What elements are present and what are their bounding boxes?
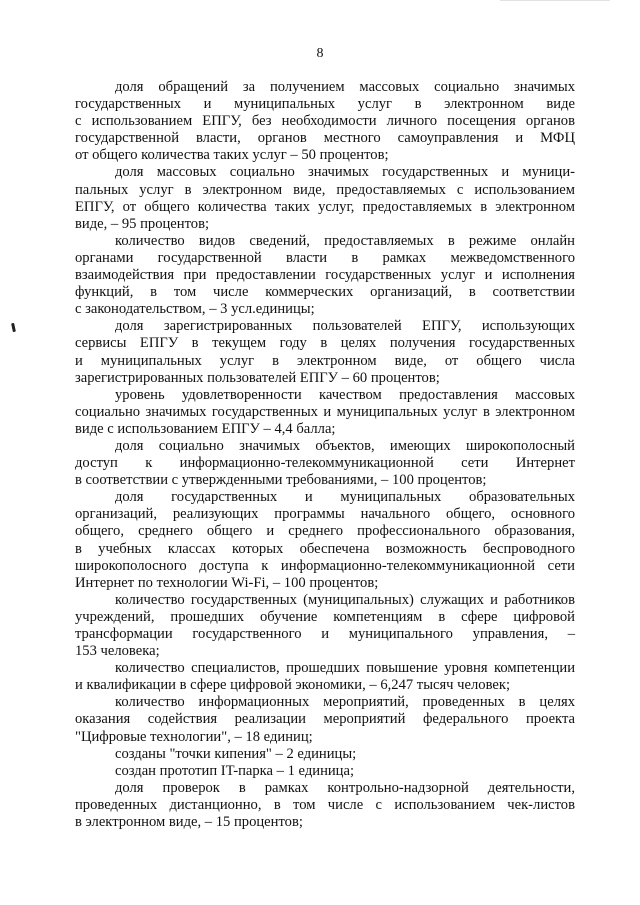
paragraph-line: государственной власти, органов местного самоуправления и МФЦ: [75, 130, 575, 147]
paragraph-line: и квалификации в сфере цифровой экономики, – 6,247 тысяч человек;: [75, 677, 510, 694]
paragraph-line: доля государственных и муниципальных образовательных: [115, 489, 575, 506]
paragraph-line: органами государственной власти в рамках межведомственного: [75, 249, 575, 266]
scan-artifact-top: [500, 0, 610, 6]
paragraph-line: с использованием ЕПГУ, без необходимости личного посещения органов: [75, 113, 575, 130]
paragraph-line: проведенных дистанционно, в том числе с использованием чек-листов: [75, 796, 575, 813]
paragraph-line: доля массовых социально значимых государственных и муници-: [115, 164, 575, 181]
paragraph-line: пальных услуг в электронном виде, предоставляемых с использованием: [75, 181, 575, 198]
paragraph-line: доступ к информационно-телекоммуникационной сети Интернет: [75, 455, 575, 472]
paragraph-line: функций, в том числе коммерческих организаций, в соответствии: [75, 284, 575, 301]
paragraph: [75, 387, 575, 438]
paragraph-line: "Цифровые технологии", – 18 единиц;: [75, 728, 313, 745]
paragraph-line: от общего количества таких услуг – 50 процентов;: [75, 147, 389, 164]
paragraph-line: социально значимых государственных и муниципальных услуг в электронном: [75, 403, 575, 420]
paragraph: [75, 79, 575, 164]
paragraph-line: количество государственных (муниципальных) служащих и работников: [115, 591, 575, 608]
paragraph-line: уровень удовлетворенности качеством предоставления массовых: [115, 386, 575, 403]
paragraph-line: количество специалистов, прошедших повышение уровня компетенции: [115, 660, 575, 677]
paragraph-line: в учебных классах которых обеспечена возможность беспроводного: [75, 540, 575, 557]
paragraph: [75, 489, 575, 592]
paragraph: [75, 763, 575, 780]
paragraph-line: созданы "точки кипения" – 2 единицы;: [115, 745, 357, 762]
paragraph-line: в соответствии с утвержденными требованиями, – 100 процентов;: [75, 472, 487, 489]
paragraph: [75, 780, 575, 831]
paragraph-line: сервисы ЕПГУ в текущем году в целях получения государственных: [75, 335, 575, 352]
paragraph-line: трансформации государственного и муниципального управления, –: [75, 626, 575, 642]
paragraph-line: государственных и муниципальных услуг в электронном виде: [75, 96, 575, 113]
paragraph-line: доля социально значимых объектов, имеющих широкополосный: [115, 437, 575, 454]
paragraph: [75, 746, 575, 763]
paragraph-line: Интернет по технологии Wi-Fi, – 100 процентов;: [75, 574, 379, 591]
paragraph: [75, 660, 575, 694]
paragraph-line: количество информационных мероприятий, проведенных в целях: [115, 694, 575, 711]
paragraph-line: доля проверок в рамках контрольно-надзорной деятельности,: [115, 779, 575, 796]
paragraph-line: 153 человека;: [75, 643, 160, 660]
paragraph: [75, 694, 575, 745]
document-body: [75, 79, 575, 831]
paragraph-line: виде, – 95 процентов;: [75, 215, 210, 232]
paragraph-line: в электронном виде, – 15 процентов;: [75, 814, 303, 831]
scan-artifact-mark: [11, 323, 16, 332]
page-number: 8: [316, 46, 324, 61]
paragraph-line: и муниципальных услуг в электронном виде, от общего числа: [75, 352, 575, 369]
paragraph-line: учреждений, прошедших обучение компетенциям в сфере цифровой: [75, 608, 575, 625]
paragraph-line: с законодательством, – 3 усл.единицы;: [75, 301, 315, 318]
paragraph: [75, 438, 575, 489]
paragraph-line: доля зарегистрированных пользователей ЕПГУ, использующих: [115, 318, 575, 335]
paragraph-line: создан прототип IT-парка – 1 единица;: [115, 762, 355, 779]
paragraph-line: взаимодействия при предоставлении государственных услуг и исполнения: [75, 267, 575, 284]
paragraph-line: оказания содействия реализации мероприятий федерального проекта: [75, 711, 575, 728]
paragraph: [75, 233, 575, 318]
paragraph-line: организаций, реализующих программы начального общего, основного: [75, 506, 575, 523]
paragraph-line: общего, среднего общего и среднего профессионального образования,: [75, 523, 575, 540]
paragraph-line: виде с использованием ЕПГУ – 4,4 балла;: [75, 420, 336, 437]
paragraph-line: широкополосного доступа к информационно-телекоммуникационной сети: [75, 557, 575, 574]
paragraph-line: зарегистрированных пользователей ЕПГУ – 60 процентов;: [75, 369, 440, 386]
paragraph: [75, 592, 575, 660]
paragraph-line: доля обращений за получением массовых социально значимых: [115, 79, 575, 95]
paragraph: [75, 318, 575, 386]
paragraph: [75, 164, 575, 232]
paragraph-line: ЕПГУ, от общего количества таких услуг, предоставляемых в электронном: [75, 198, 575, 215]
paragraph-line: количество видов сведений, предоставляемых в режиме онлайн: [115, 232, 575, 249]
